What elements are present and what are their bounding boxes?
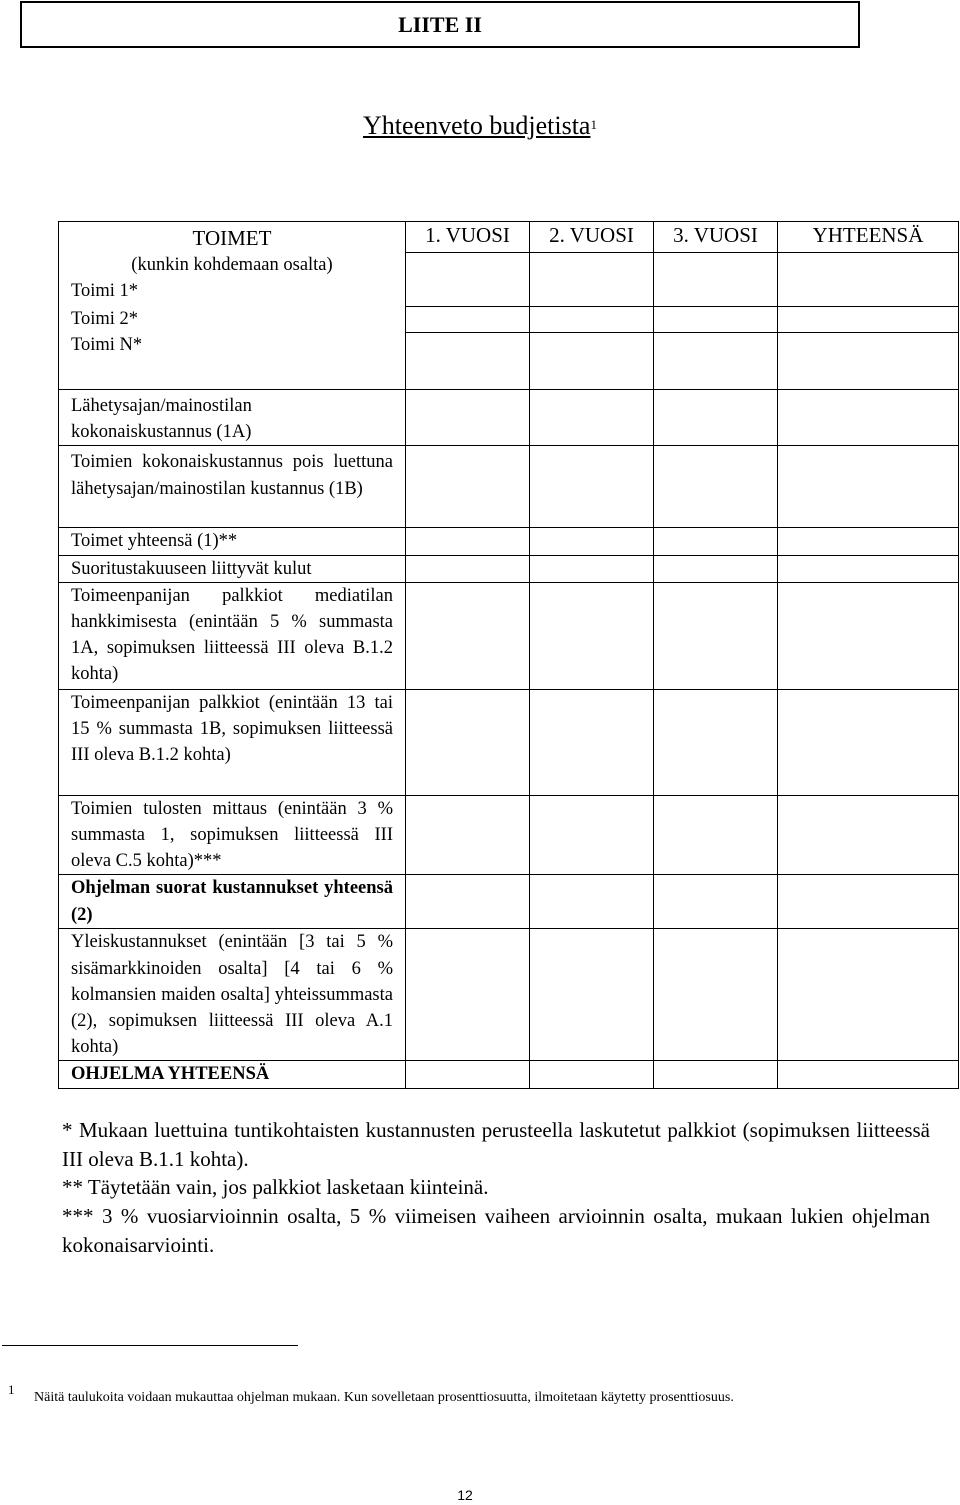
table-notes — [62, 1116, 930, 1260]
cell — [778, 1061, 959, 1088]
header-year-2: 2. VUOSI — [530, 222, 654, 253]
header-year-3: 3. VUOSI — [654, 222, 778, 253]
row-label: Toimien tulosten mittaus (enintään 3 % summasta 1, sopimuksen liitteessä III oleva C.5 kohta)*** — [71, 798, 393, 872]
cell — [654, 582, 778, 689]
cell — [778, 929, 959, 1061]
cell — [654, 555, 778, 582]
footnote-marker: 1 — [8, 1382, 15, 1397]
row-label: OHJELMA YHTEENSÄ — [71, 1064, 270, 1085]
note: ** Täytetään vain, jos palkkiot lasketaan kiinteinä. — [62, 1175, 489, 1200]
action-label: Toimi 1* — [71, 281, 139, 302]
cell — [778, 555, 959, 582]
cell — [778, 582, 959, 689]
row-label: Ohjelman suorat kustannukset yhteensä (2) — [71, 878, 393, 925]
cell — [778, 795, 959, 875]
row-label: Toimet yhteensä (1)** — [71, 531, 238, 552]
action-label: Toimi N* — [71, 335, 143, 356]
cell — [530, 306, 654, 332]
footnote-separator — [2, 1345, 298, 1346]
budget-summary-table — [58, 221, 959, 1089]
header-year-1: 1. VUOSI — [406, 222, 530, 253]
cell — [778, 689, 959, 795]
header-total: YHTEENSÄ — [778, 222, 959, 253]
row-label: Suoritustakuuseen liittyvät kulut — [71, 558, 312, 579]
cell — [406, 389, 530, 445]
cell — [654, 1061, 778, 1088]
cell — [654, 332, 778, 389]
note: *** 3 % vuosiarvioinnin osalta, 5 % viimeisen vaiheen arvioinnin osalta, mukaan lukien ohjelman kokonaisarviointi. — [62, 1204, 930, 1257]
table-row — [59, 689, 406, 795]
action-row — [59, 332, 406, 389]
row-label: Yleiskustannukset (enintään [3 tai 5 % sisämarkkinoiden osalta] [4 tai 6 % kolmansien maiden osalta] yhteissummasta (2), sopimuksen liitteessä III oleva A.1 kohta) — [71, 932, 393, 1058]
cell — [530, 528, 654, 555]
cell — [654, 929, 778, 1061]
cell — [530, 555, 654, 582]
cell — [654, 528, 778, 555]
action-row — [59, 278, 406, 306]
cell — [654, 875, 778, 929]
title-footnote-ref: 1 — [590, 117, 597, 132]
cell — [778, 278, 959, 306]
table-row — [59, 555, 406, 582]
cell — [406, 795, 530, 875]
table-row — [59, 389, 406, 445]
cell — [530, 929, 654, 1061]
row-label: Toimeenpanijan palkkiot mediatilan hankkimisesta (enintään 5 % summasta 1A, sopimuksen liitteessä III oleva B.1.2 kohta) — [71, 585, 393, 685]
cell — [406, 528, 530, 555]
cell — [530, 875, 654, 929]
cell — [654, 252, 778, 278]
table-row — [59, 1061, 406, 1088]
cell — [406, 582, 530, 689]
row-label: Toimien kokonaiskustannus pois luettuna lähetysajan/mainostilan kustannus (1B) — [71, 452, 393, 499]
cell — [778, 306, 959, 332]
table-row — [59, 446, 406, 528]
cell — [654, 306, 778, 332]
cell — [530, 689, 654, 795]
cell — [406, 929, 530, 1061]
row-label: Lähetysajan/mainostilan kokonaiskustannus (1A) — [71, 395, 252, 443]
cell — [778, 332, 959, 389]
footnote-text: Näitä taulukoita voidaan mukauttaa ohjelman mukaan. Kun sovelletaan prosenttiosuutta, ilmoitetaan käytetty prosenttiosuus. — [34, 1390, 734, 1405]
page-number: 12 — [457, 1487, 473, 1503]
cell — [654, 446, 778, 528]
cell — [778, 528, 959, 555]
cell — [778, 446, 959, 528]
table-row — [59, 795, 406, 875]
cell — [530, 582, 654, 689]
header-actions-sub-cell — [59, 252, 406, 278]
cell — [778, 252, 959, 278]
page-title — [0, 111, 960, 141]
header-actions-sublabel: (kunkin kohdemaan osalta) — [131, 255, 333, 275]
cell — [654, 278, 778, 306]
header-actions-cell — [59, 222, 406, 253]
cell — [406, 446, 530, 528]
cell — [530, 332, 654, 389]
cell — [530, 1061, 654, 1088]
annex-label: LIITE II — [20, 1, 860, 48]
cell — [406, 1061, 530, 1088]
cell — [530, 252, 654, 278]
header-actions-label: TOIMET — [192, 226, 272, 250]
cell — [406, 875, 530, 929]
action-label: Toimi 2* — [71, 309, 139, 330]
action-row — [59, 306, 406, 332]
table-row — [59, 875, 406, 929]
cell — [530, 278, 654, 306]
cell — [406, 252, 530, 278]
cell — [406, 689, 530, 795]
cell — [530, 389, 654, 445]
table-row — [59, 929, 406, 1061]
cell — [778, 875, 959, 929]
cell — [406, 555, 530, 582]
cell — [530, 795, 654, 875]
cell — [406, 332, 530, 389]
cell — [654, 795, 778, 875]
table-row — [59, 582, 406, 689]
cell — [530, 446, 654, 528]
cell — [778, 389, 959, 445]
table-row — [59, 528, 406, 555]
cell — [406, 278, 530, 306]
cell — [654, 389, 778, 445]
cell — [406, 306, 530, 332]
cell — [654, 689, 778, 795]
title-text: Yhteenveto budjetista — [363, 111, 591, 140]
note: * Mukaan luettuina tuntikohtaisten kustannusten perusteella laskutetut palkkiot (sopimuksen liitteessä III oleva B.1.1 kohta). — [62, 1118, 930, 1171]
row-label: Toimeenpanijan palkkiot (enintään 13 tai 15 % summasta 1B, sopimuksen liitteessä III oleva B.1.2 kohta) — [71, 692, 393, 766]
